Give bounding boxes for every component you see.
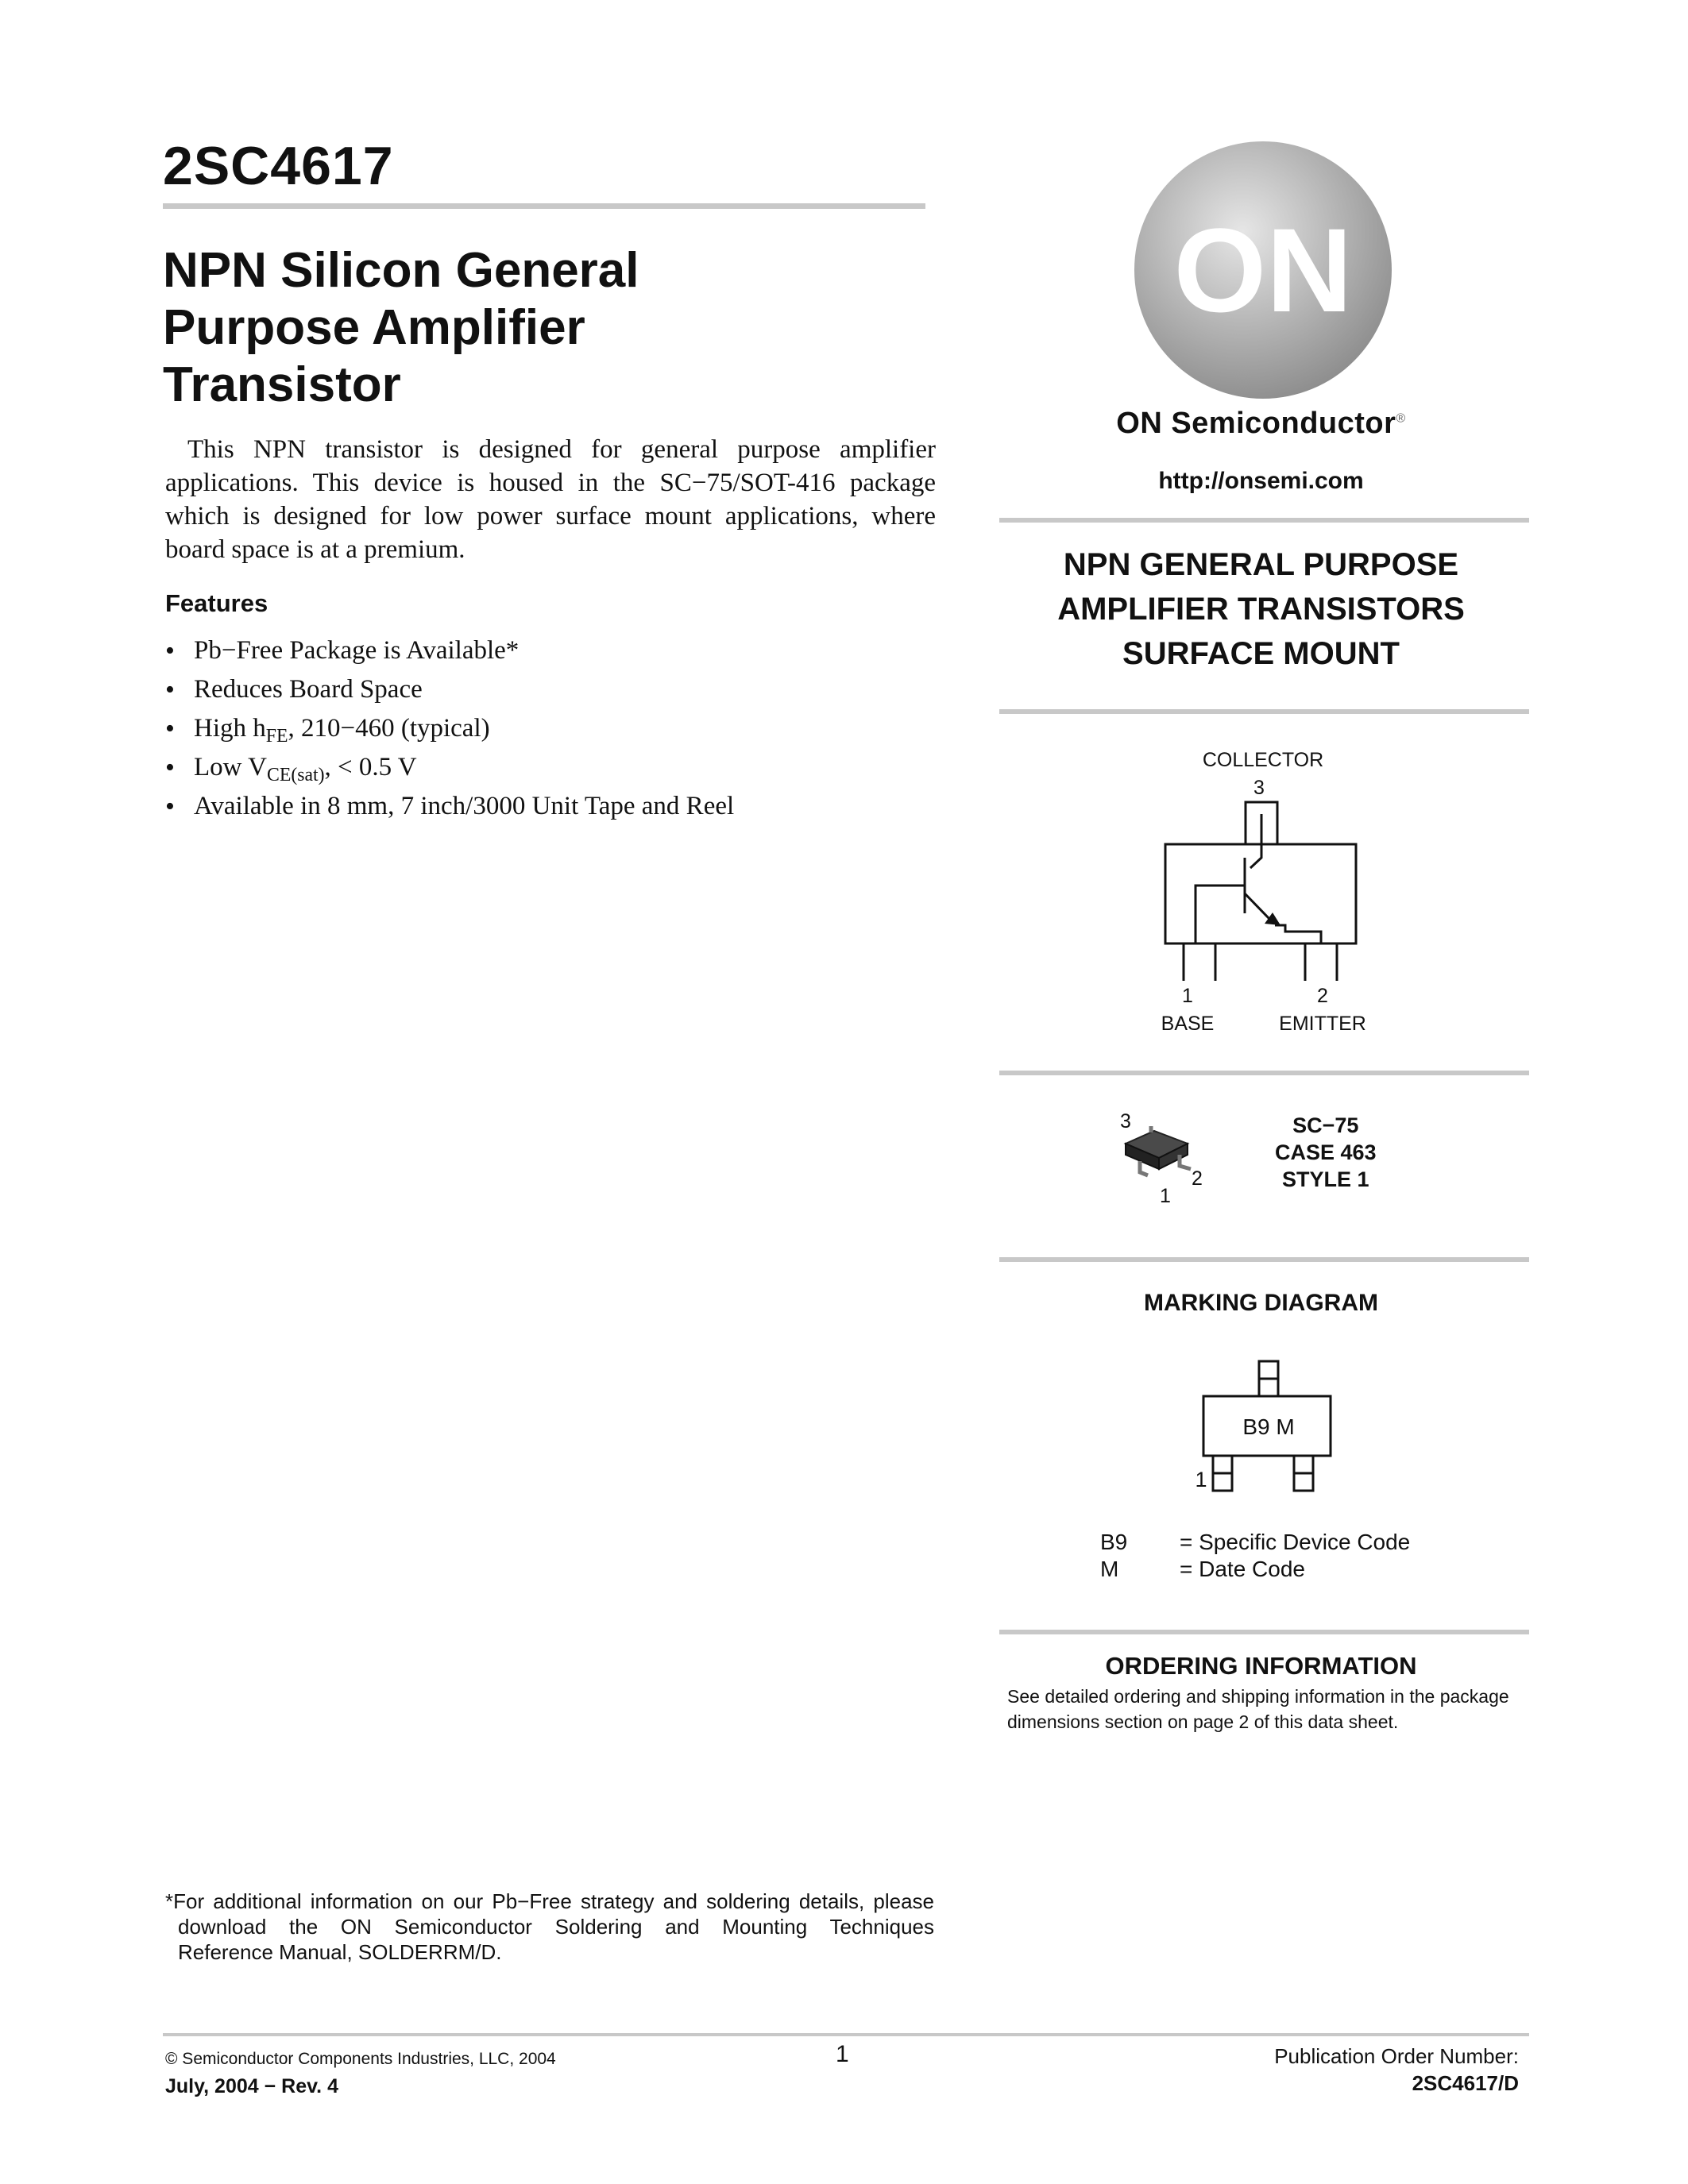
emitter-arrow-icon <box>1265 913 1280 925</box>
publication-number: 2SC4617/D <box>1412 2071 1519 2095</box>
marking-pin1: 1 <box>1195 1468 1207 1491</box>
footer-left <box>165 2046 556 2100</box>
emitter-label: EMITTER <box>1279 1013 1366 1035</box>
legend-row: B9 = Specific Device Code <box>1100 1530 1411 1554</box>
brand-name: ON Semiconductor® <box>1116 407 1406 440</box>
emitter-wire <box>1245 893 1269 919</box>
publication-label: Publication Order Number: <box>1274 2044 1519 2068</box>
base-label: BASE <box>1161 1013 1215 1035</box>
package-pin1: 1 <box>1160 1185 1171 1207</box>
feature-item: • Available in 8 mm, 7 inch/3000 Unit Tape and Reel <box>165 787 928 826</box>
marking-diagram-heading: MARKING DIAGRAM <box>1144 1290 1378 1316</box>
emitter-pin-number: 2 <box>1317 985 1328 1007</box>
base-lead <box>1184 943 1215 981</box>
footnote-line: download the ON Semiconductor Soldering and Mounting Techniques <box>178 1915 934 1939</box>
title-line: NPN Silicon General <box>163 243 639 298</box>
package-pin2: 2 <box>1192 1167 1203 1190</box>
feature-item: • Low $V_{CE(sat)}$, < 0.5 V <box>165 748 928 787</box>
section-rule <box>999 709 1529 714</box>
title-rule <box>163 203 925 209</box>
pinout-schematic <box>1152 798 1366 981</box>
website-link[interactable]: http://onsemi.com <box>1158 468 1364 494</box>
page-number: 1 <box>836 2041 849 2067</box>
marking-chip-text: B9 M <box>1242 1414 1295 1439</box>
base-pin-number: 1 <box>1182 985 1193 1007</box>
logo-text: ON <box>1173 203 1353 337</box>
date-revision: July, 2004 − Rev. 4 <box>165 2075 338 2097</box>
section-rule <box>999 1630 1529 1634</box>
footnote-line: Reference Manual, SOLDERRM/D. <box>178 1940 502 1964</box>
features-list <box>165 631 928 826</box>
feature-item: • High $h_{FE}$, 210−460 (typical) <box>165 709 928 748</box>
collector-label: COLLECTOR <box>1202 749 1324 771</box>
feature-item: • Reduces Board Space <box>165 670 928 709</box>
package-pin3: 3 <box>1120 1110 1131 1133</box>
ordering-info-heading: ORDERING INFORMATION <box>1105 1652 1417 1680</box>
marking-legend <box>1100 1529 1410 1583</box>
pb-free-footnote <box>165 1889 934 1965</box>
legend-row: M = Date Code <box>1100 1557 1305 1581</box>
document-title <box>163 242 957 414</box>
product-category: NPN GENERAL PURPOSE AMPLIFIER TRANSISTORS SURFACE MOUNT <box>1057 547 1465 671</box>
title-line: Purpose Amplifier <box>163 300 585 355</box>
footer-right <box>1274 2043 1519 2097</box>
footnote-line: *For additional information on our Pb−Free strategy and soldering details, please <box>165 1889 934 1913</box>
features-heading: Features <box>165 589 268 617</box>
footer-rule <box>163 2033 1529 2036</box>
copyright-text: © Semiconductor Components Industries, LLC, 2004 <box>165 2050 556 2068</box>
section-rule <box>999 1071 1529 1075</box>
ordering-info-text: See detailed ordering and shipping information in the package dimensions section on page 2 of this data sheet. <box>1007 1686 1509 1732</box>
feature-item: • Pb−Free Package is Available* <box>165 631 928 670</box>
emitter-lead <box>1305 943 1337 981</box>
title-line: Transistor <box>163 357 401 412</box>
emitter-wire-out <box>1275 925 1321 943</box>
collector-pin-number: 3 <box>1253 777 1265 799</box>
base-wire <box>1196 886 1245 943</box>
part-number-title: 2SC4617 <box>163 136 394 196</box>
package-info: SC−75 CASE 463 STYLE 1 <box>1275 1113 1377 1191</box>
intro-paragraph: This NPN transistor is designed for general purpose amplifier applications. This device is housed in the SC−75/SOT-416 package which is designed for low power surface mount applications, where board space is at a premium. <box>165 435 936 564</box>
on-logo <box>1128 135 1398 405</box>
marking-diagram <box>1196 1358 1346 1493</box>
section-rule <box>999 1257 1529 1262</box>
section-rule <box>999 518 1529 523</box>
